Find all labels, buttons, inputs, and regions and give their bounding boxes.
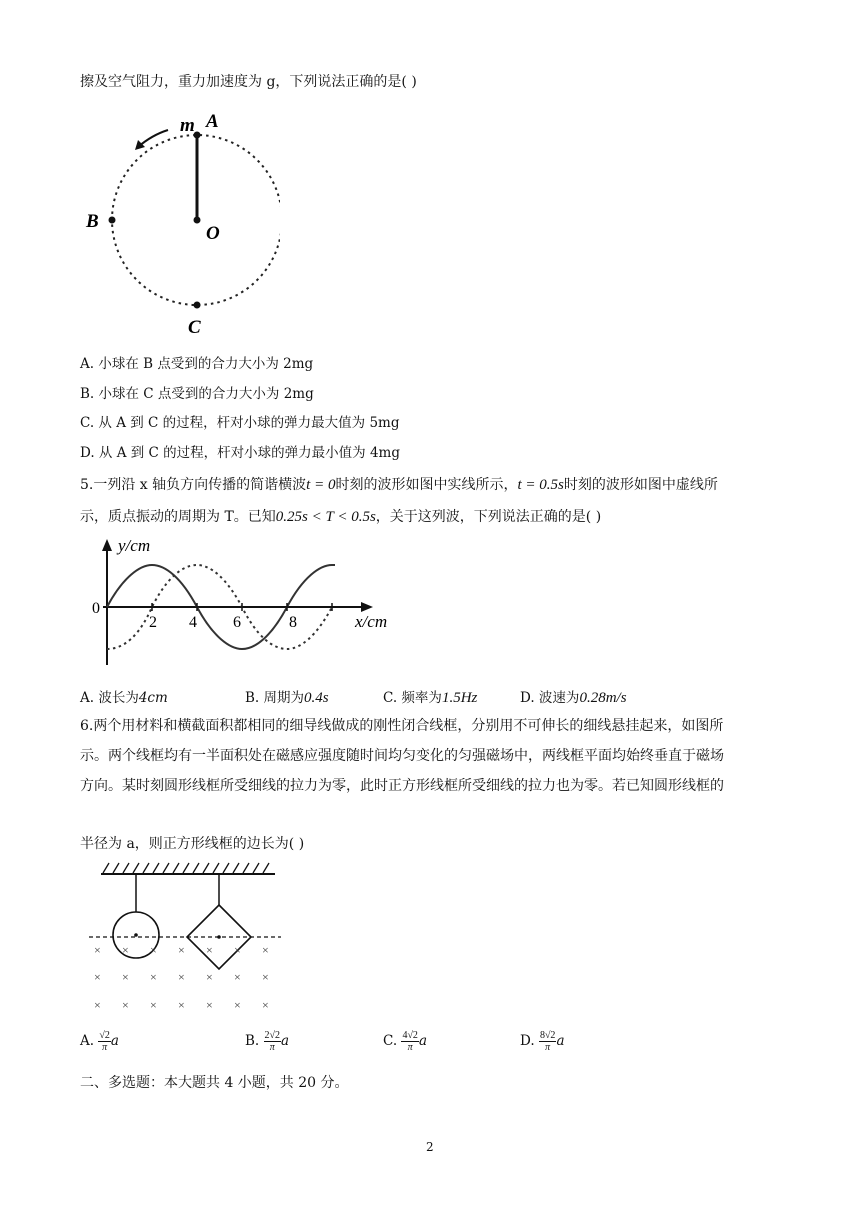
svg-text:×: ×	[262, 998, 269, 1012]
q6-option-b: B. $\frac{2√2}{\pi}$ a	[245, 1030, 290, 1053]
x-axis-arrowhead	[361, 602, 373, 612]
tick-label-4: 4	[189, 614, 197, 631]
svg-text:×: ×	[262, 943, 269, 957]
point-C	[194, 302, 201, 309]
svg-text:×: ×	[262, 970, 269, 984]
label-B: B	[86, 211, 99, 232]
pivot-point-O	[194, 217, 201, 224]
q5-wave-graph	[85, 537, 405, 667]
svg-text:×: ×	[234, 943, 241, 957]
x-axis-label: x/cm	[355, 612, 388, 631]
q5-option-b: B. 周期为0.4s	[245, 690, 329, 706]
q4-circle-figure	[80, 105, 280, 335]
svg-text:×: ×	[150, 998, 157, 1012]
q6-option-d: D. $\frac{8√2}{\pi}$ a	[520, 1030, 565, 1053]
q4-option-d: D. 从 A 到 C 的过程，杆对小球的弹力最小值为 4mg	[80, 445, 400, 461]
svg-text:×: ×	[234, 998, 241, 1012]
fraction: $\frac{√2}{\pi}$	[99, 1030, 110, 1053]
page-number: 2	[426, 1140, 434, 1154]
q6-option-c: C. $\frac{4√2}{\pi}$ a	[383, 1030, 427, 1053]
label-m: m	[180, 115, 195, 136]
fraction: $\frac{8√2}{\pi}$	[539, 1030, 556, 1053]
tick-label-8: 8	[289, 614, 297, 631]
q6-stem-line4: 半径为 a，则正方形线框的边长为( )	[80, 836, 305, 852]
point-B	[109, 217, 116, 224]
equation-t05: t = 0.5s	[517, 477, 564, 493]
circle-center	[134, 933, 138, 937]
q5-stem-line1: 5.一列沿 x 轴负方向传播的简谐横波t = 0时刻的波形如图中实线所示，t = 0.5s时刻的波形如图中虚线所	[80, 477, 718, 493]
ceiling-hatching	[103, 863, 269, 873]
svg-text:×: ×	[178, 970, 185, 984]
q6-stem-line1: 6.两个用材料和横截面积都相同的细导线做成的刚性闭合线框，分别用不可伸长的细线悬挂起来，如图所	[80, 718, 724, 734]
equation-t0: t = 0	[306, 477, 336, 493]
origin-label: 0	[92, 600, 100, 617]
q4-stem-tail: 擦及空气阻力，重力加速度为 g，下列说法正确的是( )	[80, 74, 417, 90]
q4-option-b: B. 小球在 C 点受到的合力大小为 2mg	[80, 386, 314, 402]
y-axis-arrowhead	[102, 539, 112, 551]
q5-stem-line2: 示，质点振动的周期为 T。已知0.25s < T < 0.5s，关于这列波，下列说法正确的是( )	[80, 509, 602, 525]
q4-option-c: C. 从 A 到 C 的过程，杆对小球的弹力最大值为 5mg	[80, 415, 400, 431]
section-heading-multiple-choice: 二、多选题：本大题共 4 小题，共 20 分。	[80, 1075, 349, 1091]
q6-stem-line2: 示。两个线框均有一半面积处在磁感应强度随时间均匀变化的匀强磁场中，两线框平面均始终垂直于磁场	[80, 748, 724, 764]
svg-text:×: ×	[178, 998, 185, 1012]
q5-option-c: C. 频率为1.5Hz	[383, 690, 478, 706]
label-A: A	[206, 111, 219, 132]
label-O: O	[206, 223, 220, 244]
label-C: C	[188, 317, 201, 335]
tick-label-2: 2	[149, 614, 157, 631]
svg-text:×: ×	[122, 970, 129, 984]
svg-text:×: ×	[94, 970, 101, 984]
svg-text:×: ×	[122, 943, 129, 957]
fraction: $\frac{2√2}{\pi}$	[264, 1030, 281, 1053]
svg-text:×: ×	[150, 970, 157, 984]
svg-text:×: ×	[122, 998, 129, 1012]
svg-text:×: ×	[206, 943, 213, 957]
svg-text:×: ×	[234, 970, 241, 984]
svg-text:×: ×	[94, 943, 101, 957]
q5-option-a: A. 波长为4cm	[80, 690, 168, 706]
q5-option-d: D. 波速为0.28m/s	[520, 690, 627, 706]
magnetic-field-marks	[94, 943, 269, 1012]
q6-frames-figure	[85, 860, 285, 1020]
q4-option-a: A. 小球在 B 点受到的合力大小为 2mg	[80, 356, 314, 372]
svg-text:×: ×	[206, 998, 213, 1012]
q6-option-a: A. $\frac{√2}{\pi}$ a	[80, 1030, 119, 1053]
y-axis-label: y/cm	[118, 537, 151, 555]
tick-label-6: 6	[233, 614, 241, 631]
equation-period-range: 0.25s < T < 0.5s	[275, 509, 376, 525]
fraction: $\frac{4√2}{\pi}$	[402, 1030, 418, 1053]
svg-text:×: ×	[178, 943, 185, 957]
q6-stem-line3: 方向。某时刻圆形线框所受细线的拉力为零，此时正方形线框所受细线的拉力也为零。若已知圆形线框的	[80, 778, 724, 794]
rotation-arrow	[138, 130, 168, 147]
svg-text:×: ×	[150, 943, 157, 957]
svg-text:×: ×	[206, 970, 213, 984]
svg-text:×: ×	[94, 998, 101, 1012]
